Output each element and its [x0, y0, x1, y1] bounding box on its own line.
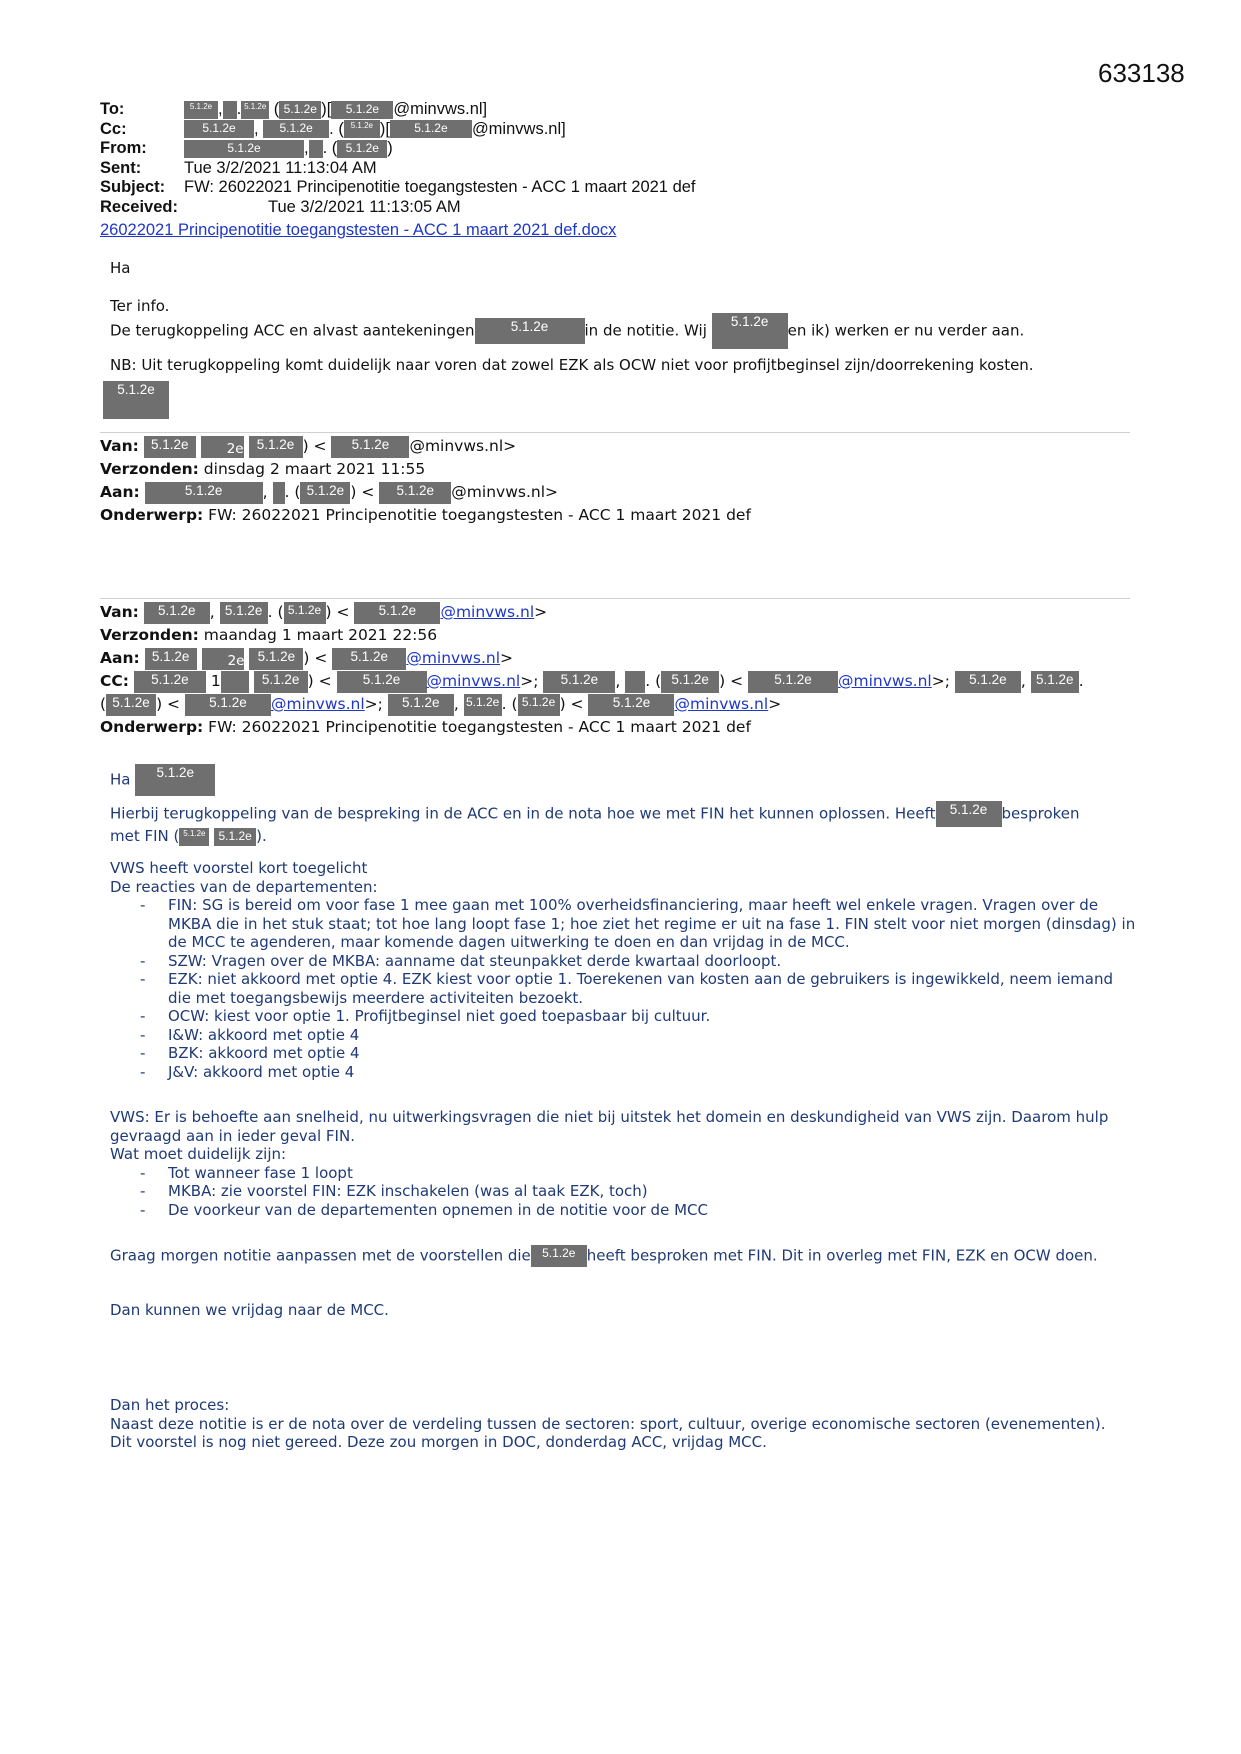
- email-header: [100, 100, 1100, 217]
- redaction: 5.1.2e: [475, 318, 585, 344]
- reactions-list: [140, 896, 1140, 1081]
- email-link[interactable]: @minvws.nl: [440, 603, 535, 621]
- redaction: 5.1.2e: [144, 436, 196, 458]
- redaction: 5.1.2e: [543, 671, 615, 693]
- separator: [100, 432, 1130, 433]
- redaction: [625, 671, 645, 693]
- msg3-para1: Hierbij terugkoppeling van de bespreking in de ACC en in de nota hoe we met FIN het kunnen oplossen. Heeft 5.1.2e besproken met FIN ( 5.1.2e 5.1.2e ).: [110, 802, 1080, 845]
- list-item: - De voorkeur van de departementen opnemen in de notitie voor de MCC: [140, 1201, 1140, 1220]
- msg2-verzonden-label: Verzonden:: [100, 460, 199, 478]
- to-label: To:: [100, 100, 125, 118]
- redaction: 5.1.2e: [518, 694, 560, 716]
- msg2-onderwerp-row: [100, 504, 1140, 527]
- redaction: 5.1.2e: [145, 482, 263, 504]
- msg2-verzonden-value: dinsdag 2 maart 2021 11:55: [203, 460, 426, 478]
- list-item: - Tot wanneer fase 1 loopt: [140, 1164, 1140, 1183]
- redaction: 5.1.2e: [332, 648, 406, 670]
- msg3-para1-a: Hierbij terugkoppeling van de bespreking in de ACC en in de nota hoe we met FIN het kunnen oplossen. Heeft: [110, 804, 936, 823]
- msg3-verzonden-label: Verzonden:: [100, 626, 199, 644]
- redaction: 5.1.2e: [936, 801, 1002, 827]
- msg1-line2-b: in de notitie. Wij: [584, 321, 707, 340]
- from-row: [100, 139, 1100, 159]
- redaction: 5.1.2e: [284, 602, 326, 624]
- list-item: - MKBA: zie voorstel FIN: EZK inschakelen (was al taak EZK, toch): [140, 1182, 1140, 1201]
- msg1-greeting: Ha: [110, 259, 131, 277]
- email-link[interactable]: @minvws.nl: [674, 695, 769, 713]
- msg3-para4: [110, 1245, 1130, 1267]
- msg1-line1: Ter info.: [110, 297, 170, 315]
- msg1-line2-a: De terugkoppeling ACC en alvast aantekeningen: [110, 321, 475, 340]
- redaction: 5.1.2e: [661, 671, 719, 693]
- redaction: 5.1.2e: [955, 671, 1021, 693]
- redaction: 5.1.2e: [144, 602, 210, 624]
- msg3-greeting-text: Ha: [110, 770, 131, 789]
- redaction: 5.1.2e: [106, 694, 156, 716]
- msg2-verzonden-row: [100, 458, 1140, 481]
- redaction: [273, 482, 285, 504]
- redaction: 5.1.2e: [354, 602, 440, 624]
- redaction: [201, 436, 227, 458]
- msg3-para6: [110, 1396, 1130, 1452]
- to-domain: @minvws.nl]: [393, 100, 488, 118]
- redaction: 5.1.2e: [337, 671, 427, 693]
- redaction: 5.1.2e: [145, 648, 197, 670]
- redaction: [223, 101, 237, 119]
- msg2-van-row: Van: 5.1.2e 2e 5.1.2e ) < 5.1.2e @minvws.nl>: [100, 436, 517, 457]
- redaction: 5.1.2e: [263, 120, 329, 138]
- list-item: - SZW: Vragen over de MKBA: aanname dat steunpakket derde kwartaal doorloopt.: [140, 952, 1140, 971]
- list-item: - OCW: kiest voor optie 1. Profijtbeginsel niet goed toepasbaar bij cultuur.: [140, 1007, 1140, 1026]
- msg3-cc-row: CC: 5.1.2e 1 5.1.2e ) < 5.1.2e @minvws.nl>; 5.1.2e , . ( 5.1.2e ) < 5.1.2e @minvws.nl>; 5.1.2e , 5.1.2e .: [100, 670, 1140, 693]
- msg3-para6-line1: Dan het proces:: [110, 1396, 230, 1414]
- redaction: 5.1.2e: [1031, 671, 1079, 693]
- email-link[interactable]: @minvws.nl: [838, 672, 932, 690]
- received-label: Received:: [100, 197, 178, 216]
- subject-row: [100, 178, 1100, 198]
- msg3-cc-row-2: ( 5.1.2e ) < 5.1.2e @minvws.nl>; 5.1.2e , 5.1.2e . ( 5.1.2e ) < 5.1.2e @minvws.nl>: [100, 693, 1140, 716]
- redaction: 5.1.2e: [254, 671, 308, 693]
- msg3-greeting: [110, 764, 1130, 796]
- msg3-para6-line2: Naast deze notitie is er de nota over de verdeling tussen de sectoren: sport, cultuur, overige economische sectoren (evenementen). Dit voorstel is nog niet gereed. Deze zou morgen in DOC, donderdag ACC, vrijdag MCC.: [110, 1414, 1106, 1451]
- msg1-line2: [110, 313, 1130, 349]
- cc-row: [100, 120, 1100, 140]
- sent-value: Tue 3/2/2021 11:13:04 AM: [184, 158, 377, 177]
- sent-row: [100, 159, 1100, 179]
- msg3-para4-b: heeft besproken met FIN. Dit in overleg met FIN, EZK en OCW doen.: [586, 1246, 1098, 1265]
- redaction: 5.1.2e: [712, 313, 788, 349]
- from-value: 5.1.2e , . ( 5.1.2e ): [184, 139, 393, 159]
- msg3-van-label: Van:: [100, 603, 139, 621]
- redaction: 5.1.2e: [220, 602, 268, 624]
- msg3-cc-label: CC:: [100, 672, 129, 690]
- msg2-aan-row: Aan: 5.1.2e , . ( 5.1.2e ) < 5.1.2e @minvws.nl>: [100, 481, 1140, 504]
- sent-label: Sent:: [100, 158, 142, 177]
- redaction: 5.1.2e: [134, 671, 206, 693]
- cc-domain: @minvws.nl]: [471, 119, 566, 138]
- msg3-para3-line2: Wat moet duidelijk zijn:: [110, 1145, 287, 1163]
- todo-list: [140, 1164, 1140, 1220]
- msg3-verzonden-row: [100, 624, 1140, 647]
- msg3-para5: Dan kunnen we vrijdag naar de MCC.: [110, 1301, 389, 1319]
- msg3-onderwerp-label: Onderwerp:: [100, 718, 204, 736]
- msg2-headers: [100, 435, 1140, 527]
- redaction: 5.1.2e: [531, 1245, 587, 1267]
- redaction: 5.1.2e: [748, 671, 838, 693]
- email-link[interactable]: @minvws.nl: [270, 695, 365, 713]
- msg3-para3: [110, 1108, 1130, 1219]
- redaction: [202, 648, 228, 670]
- redaction: 5.1.2e: [214, 828, 256, 846]
- msg3-verzonden-value: maandag 1 maart 2021 22:56: [203, 626, 438, 644]
- received-row: [100, 198, 1100, 218]
- subject-label: Subject:: [100, 178, 166, 196]
- redaction: 5.1.2e: [249, 648, 303, 670]
- redaction: 5.1.2e: [179, 828, 209, 846]
- msg2-van-domain: @minvws.nl>: [409, 437, 517, 455]
- redaction: 5.1.2e: [344, 120, 380, 138]
- redaction: 5.1.2e: [390, 120, 472, 138]
- msg1-signature: [103, 381, 169, 419]
- cc-label: Cc:: [100, 119, 127, 138]
- to-row: [100, 100, 1100, 120]
- received-value: Tue 3/2/2021 11:13:05 AM: [268, 197, 461, 216]
- msg2-onderwerp-value: FW: 26022021 Principenotitie toegangstesten - ACC 1 maart 2021 def: [208, 506, 751, 524]
- document-id: 633138: [1098, 58, 1185, 88]
- list-item: - EZK: niet akkoord met optie 4. EZK kiest voor optie 1. Toerekenen van kosten aan de gebruikers is ingewikkeld, neem iemand die met toegangsbewijs meerdere activiteiten bezoekt.: [140, 970, 1140, 1007]
- msg3-onderwerp-value: FW: 26022021 Principenotitie toegangstesten - ACC 1 maart 2021 def: [208, 718, 751, 736]
- redaction: 5.1.2e: [135, 764, 215, 796]
- redaction: 5.1.2e: [249, 436, 303, 458]
- redaction: 5.1.2e: [331, 101, 393, 119]
- redaction: 5.1.2e: [184, 101, 218, 119]
- redaction: 5.1.2e: [388, 694, 454, 716]
- msg3-aan-row: Aan: 5.1.2e 2e 5.1.2e ) < 5.1.2e @minvws.nl>: [100, 648, 514, 669]
- redaction: 5.1.2e: [331, 436, 409, 458]
- msg3-headers: [100, 601, 1140, 739]
- msg3-onderwerp-row: [100, 716, 1140, 739]
- msg3-para3-line1: VWS: Er is behoefte aan snelheid, nu uitwerkingsvragen die niet bij uitstek het domein en deskundigheid van VWS zijn. Daarom hulp gevraagd aan in ieder geval FIN.: [110, 1108, 1109, 1145]
- redaction: 5.1.2e: [279, 101, 321, 119]
- cc-value: 5.1.2e , 5.1.2e . ( 5.1.2e )[ 5.1.2e @minvws.nl]: [184, 120, 566, 140]
- msg2-onderwerp-label: Onderwerp:: [100, 506, 204, 524]
- list-item: - FIN: SG is bereid om voor fase 1 mee gaan met 100% overheidsfinanciering, maar heeft wel enkele vragen. Vragen over de MKBA die in het stuk staat; tot hoe lang loopt fase 1; hoe ziet het regime er uit na fase 1. FIN stelt voor niet morgen (dinsdag) in de MCC te agenderen, maar komende dagen uitwerking te doen en dan vrijdag in de MCC.: [140, 896, 1140, 952]
- msg3-para2-line1: VWS heeft voorstel kort toegelicht: [110, 859, 368, 877]
- separator: [100, 598, 1130, 599]
- attachment-link[interactable]: 26022021 Principenotitie toegangstesten - ACC 1 maart 2021 def.docx: [100, 221, 617, 239]
- msg3-para1-b: besproken: [1001, 804, 1080, 823]
- email-link[interactable]: @minvws.nl: [426, 672, 521, 690]
- msg3-para2: [110, 859, 1136, 1081]
- list-item: - I&W: akkoord met optie 4: [140, 1026, 1140, 1045]
- redaction: 5.1.2e: [103, 381, 169, 419]
- redaction: 5.1.2e: [464, 694, 502, 716]
- redaction: [221, 671, 249, 693]
- msg3-para4-a: Graag morgen notitie aanpassen met de voorstellen die: [110, 1246, 531, 1265]
- list-item: - BZK: akkoord met optie 4: [140, 1044, 1140, 1063]
- to-value: 5.1.2e , . 5.1.2e ( 5.1.2e )[ 5.1.2e @minvws.nl]: [184, 100, 487, 120]
- msg3-aan-label: Aan:: [100, 649, 140, 667]
- redaction: 5.1.2e: [184, 140, 304, 158]
- redaction: [309, 140, 323, 158]
- msg1-nb: NB: Uit terugkoppeling komt duidelijk naar voren dat zowel EZK als OCW niet voor profijtbeginsel zijn/doorrekening kosten.: [110, 356, 1034, 374]
- subject-value: FW: 26022021 Principenotitie toegangstesten - ACC 1 maart 2021 def: [184, 178, 696, 196]
- redaction: 5.1.2e: [588, 694, 674, 716]
- email-link[interactable]: @minvws.nl: [406, 649, 501, 667]
- redaction: 5.1.2e: [185, 694, 271, 716]
- msg2-aan-domain: @minvws.nl>: [451, 483, 558, 501]
- redaction: 5.1.2e: [184, 120, 254, 138]
- msg2-aan-label: Aan:: [100, 483, 140, 501]
- msg3-van-row: Van: 5.1.2e , 5.1.2e . ( 5.1.2e ) < 5.1.2e @minvws.nl>: [100, 601, 1140, 624]
- from-label: From:: [100, 139, 147, 157]
- msg3-para1-c: met FIN: [110, 827, 169, 845]
- redaction: 5.1.2e: [337, 140, 387, 158]
- redaction: 5.1.2e: [300, 482, 350, 504]
- redaction: 5.1.2e: [379, 482, 451, 504]
- redaction: 5.1.2e: [241, 101, 269, 119]
- msg3-para2-line2: De reacties van de departementen:: [110, 877, 378, 896]
- msg2-van-label: Van:: [100, 437, 139, 455]
- list-item: - J&V: akkoord met optie 4: [140, 1063, 1140, 1082]
- msg1-line2-c: en ik) werken er nu verder aan.: [787, 321, 1025, 340]
